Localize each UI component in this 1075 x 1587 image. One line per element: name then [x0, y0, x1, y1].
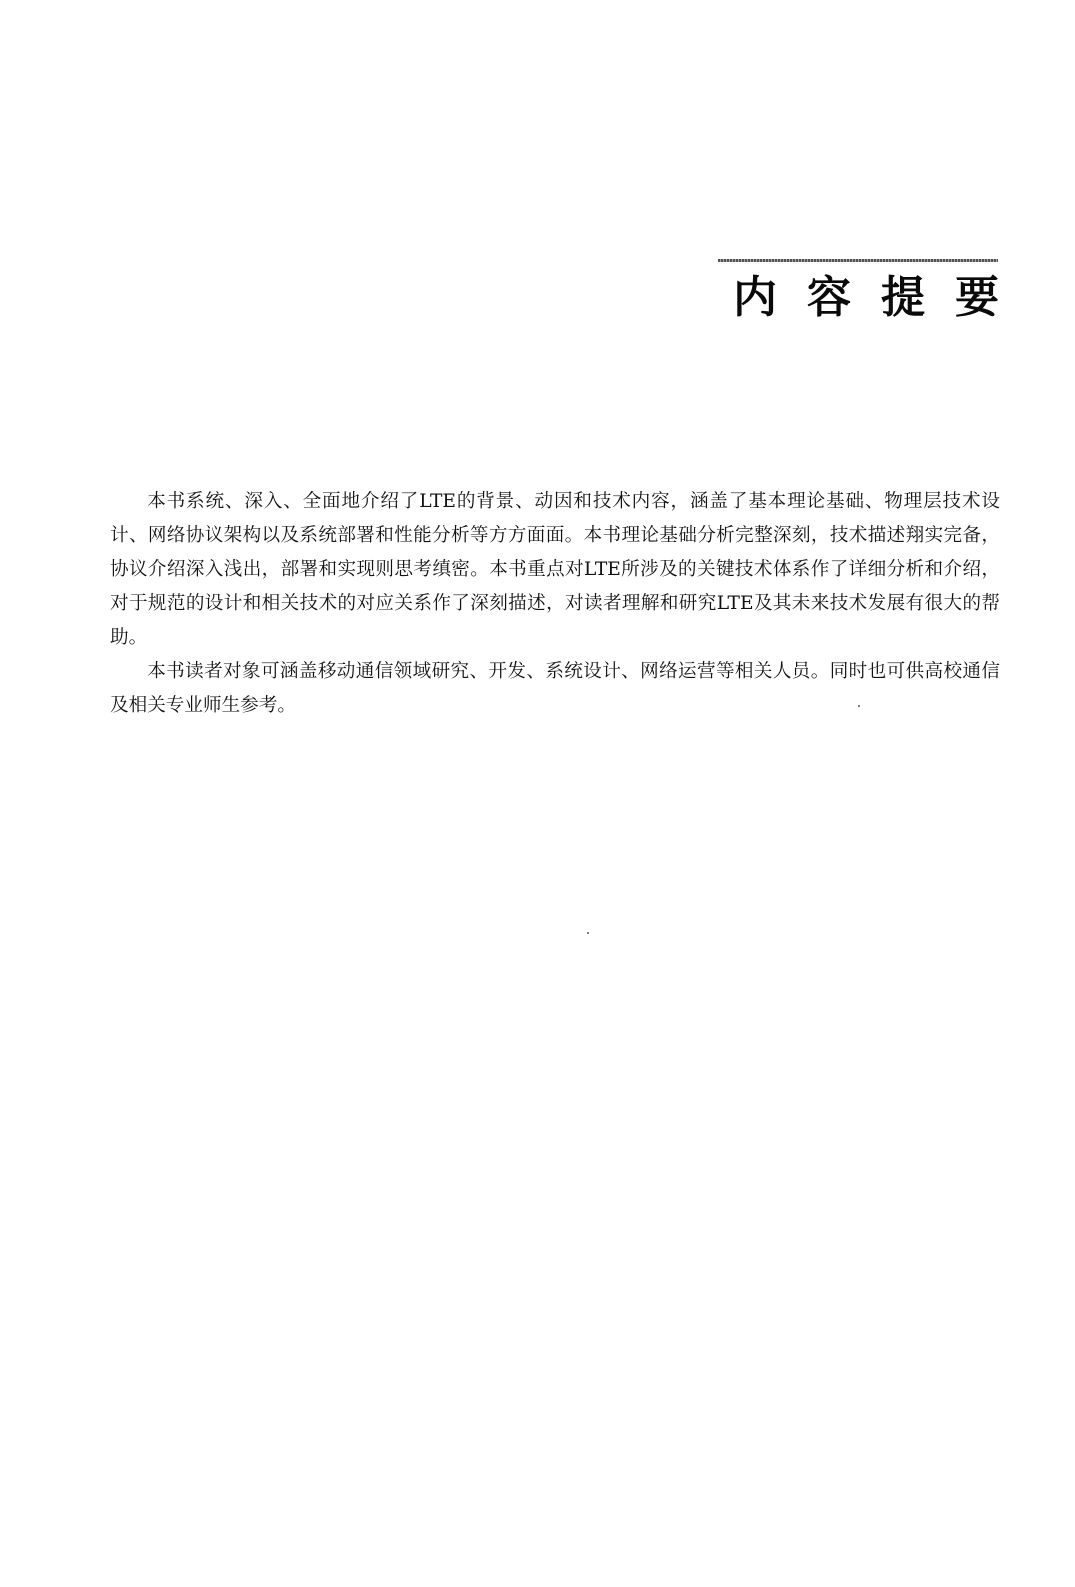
scan-speck — [587, 932, 589, 934]
paragraph-1: 本书系统、深入、全面地介绍了LTE的背景、动因和技术内容，涵盖了基本理论基础、物理层技术设计、网络协议架构以及系统部署和性能分析等方方面面。本书理论基础分析完整深刻，技术描述翔实完备，协议介绍深入浅出，部署和实现则思考缜密。本书重点对LTE所涉及的关键技术体系作了详细分析和介绍，对于规范的设计和相关技术的对应关系作了深刻描述，对读者理解和研究LTE及其未来技术发展有很大的帮助。 — [110, 491, 1000, 648]
scan-speck — [858, 705, 860, 707]
abstract-body — [110, 485, 1000, 723]
title-rule — [718, 259, 998, 262]
page-title: 内容提要 — [733, 272, 1029, 323]
paragraph-2: 本书读者对象可涵盖移动通信领域研究、开发、系统设计、网络运营等相关人员。同时也可供高校通信及相关专业师生参考。 — [110, 661, 1000, 716]
